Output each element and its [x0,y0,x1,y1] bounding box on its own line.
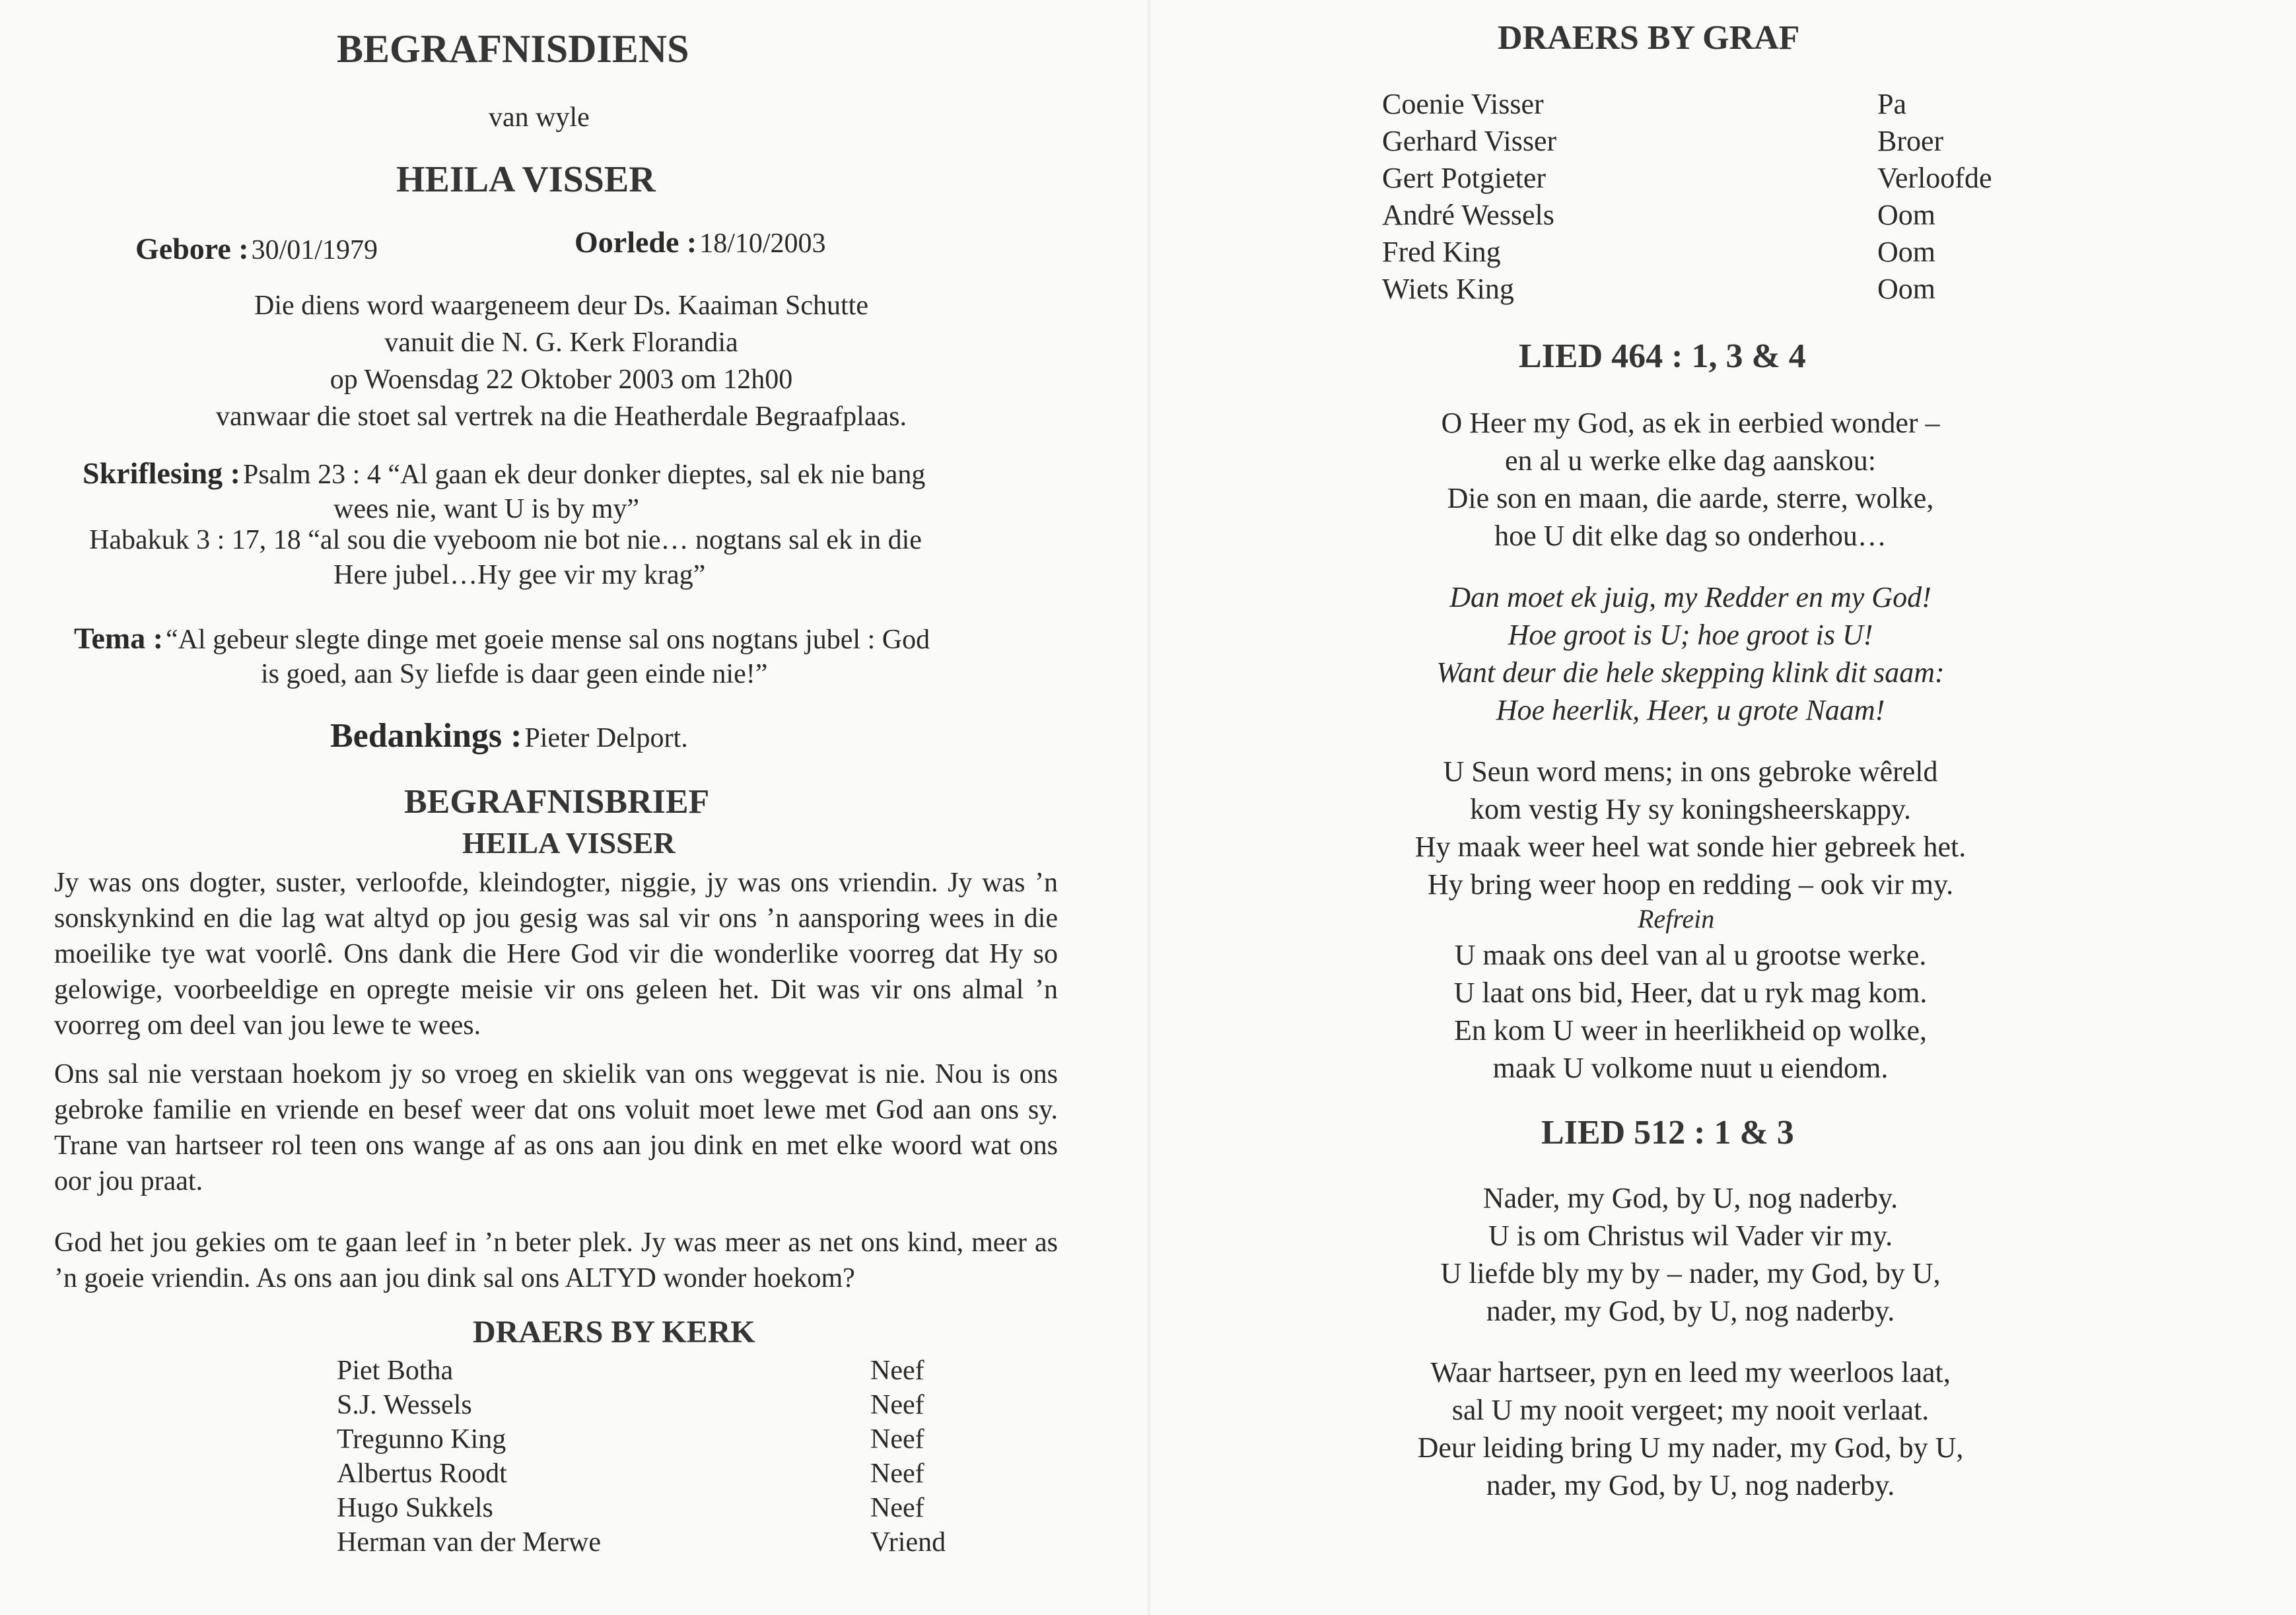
bearer-row [1382,234,2108,271]
bearer-relation: Neef [870,1390,924,1420]
hymn-464-verse-3: U Seun word mens; in ons gebroke wêreld kom vestig Hy sy koningsheerskappy. Hy maak weer heel wat sonde hier gebreek het. Hy bring weer hoop en redding – ook vir my. [1414,755,1966,901]
theme-label: Tema : [74,621,164,655]
letter-title: BEGRAFNISBRIEF [404,783,710,821]
hymn-512-verse-1: Nader, my God, by U, nog naderby. U is om Christus wil Vader vir my. U liefde bly my by – nader, my God, by U, nader, my God, by U, nog naderby. [1440,1182,1941,1327]
bearer-row [337,1491,997,1525]
service-line: vanuit die N. G. Kerk Florandia [384,327,738,358]
died-date: 18/10/2003 [699,228,826,259]
bearer-name: Albertus Roodt [337,1459,507,1489]
letter-paragraph: Ons sal nie verstaan hoekom jy so vroeg en skielik van ons weggevat is nie. Nou is ons gebroke familie en vriende en besef weer dat ons voluit moet lewe met God aan ons sy. Trane van hartseer rol teen ons wange af as ons aan jou dink en met elke woord wat ons oor jou praat. [54,1059,1058,1196]
van-wyle-text: van wyle [489,102,590,133]
bearer-name: Wiets King [1382,273,1514,305]
bearer-row [1382,271,2108,308]
bearer-row [337,1388,997,1422]
bearer-relation: Broer [1877,125,1944,157]
reading-line-2: wees nie, want U is by my” [333,494,640,524]
bearer-row [337,1525,997,1560]
bearer-relation: Neef [870,1459,924,1489]
refrain-label: Refrein [1638,904,1715,934]
bearer-name: Coenie Visser [1382,88,1544,120]
letter-paragraph: God het jou gekies om te gaan leef in ’n beter plek. Jy was meer as net ons kind, meer as ’n goeie vriendin. As ons aan jou dink sal ons ALTYD wonder hoekom? [54,1227,1058,1293]
bearer-relation: Neef [870,1493,924,1523]
hymn-464-verse-4: U maak ons deel van al u grootse werke. U laat ons bid, Heer, dat u ryk mag kom. En kom U weer in heerlikheid op wolke, maak U volkome nuut u eiendom. [1453,939,1928,1084]
hymn-512-title: LIED 512 : 1 & 3 [1541,1114,1794,1151]
deceased-name: HEILA VISSER [396,159,656,200]
born-label: Gebore : [135,232,249,265]
right-page [1228,0,2219,1615]
reading-line-3: Habakuk 3 : 17, 18 “al sou die vyeboom nie bot nie… nogtans sal ek in die [89,525,922,555]
hymn-512-verse-3: Waar hartseer, pyn en leed my weerloos laat, sal U my nooit vergeet; my nooit verlaat. Deur leiding bring U my nader, my God, by U, nader, my God, by U, nog naderby. [1417,1356,1964,1501]
hymn-464-verse-1: O Heer my God, as ek in eerbied wonder – en al u werke elke dag aanskou: Die son en maan, die aarde, sterre, wolke, hoe U dit elke dag so onderhou… [1441,407,1940,552]
thanks-line [330,716,688,757]
bearer-name: Fred King [1382,236,1501,268]
bearer-name: Tregunno King [337,1424,506,1455]
service-line: vanwaar die stoet sal vertrek na die Heatherdale Begraafplaas. [216,401,907,432]
bearer-name: Gerhard Visser [1382,125,1557,157]
bearer-name: André Wessels [1382,199,1554,231]
bearer-name: Gert Potgieter [1382,162,1547,194]
service-title: BEGRAFNISDIENS [337,27,689,71]
bearer-relation: Oom [1877,236,1935,268]
service-line: op Woensdag 22 Oktober 2003 om 12h00 [330,364,793,395]
bearer-row [1382,197,2108,234]
theme-line-2: is goed, aan Sy liefde is daar geen einde nie!” [261,659,768,689]
hymn-464-title: LIED 464 : 1, 3 & 4 [1519,337,1806,375]
letter-paragraph: Jy was ons dogter, suster, verloofde, kleindogter, niggie, jy was ons vriendin. Jy was ’n sonskynkind en die lag wat altyd op jou gesig was sal vir ons ’n aansporing wees in die moeilike tye wat voorlê. Ons dank die Here God vir die wonderlike voorreg dat Hy so gelowige, voorbeeldige en opregte meisie vir ons geleen het. Dit was vir ons almal ’n voorreg om deel van jou lewe te wees. [54,868,1058,1041]
church-bearers-list [337,1354,997,1560]
bearer-name: Hugo Sukkels [337,1493,493,1523]
bearer-name: S.J. Wessels [337,1390,472,1420]
page-fold [1148,0,1150,1615]
grave-bearers-title: DRAERS BY GRAF [1498,19,1800,57]
bearer-row [337,1422,997,1457]
service-line: Die diens word waargeneem deur Ds. Kaaiman Schutte [254,291,868,321]
bearer-relation: Vriend [870,1527,946,1558]
bearer-relation: Pa [1877,88,1906,120]
reading-label: Skriflesing : [83,456,240,490]
born-date: 30/01/1979 [251,235,378,265]
thanks-label: Bedankings : [330,717,522,755]
bearer-row [1382,123,2108,160]
died-line [574,224,826,262]
theme-line-1: Tema : “Al gebeur slegte dinge met goeie mense sal ons nogtans jubel : God [74,621,930,655]
bearer-row [1382,86,2108,123]
bearer-relation: Oom [1877,273,1935,305]
thanks-name: Pieter Delport. [524,723,688,753]
bearer-row [1382,160,2108,197]
bearer-name: Piet Botha [337,1356,454,1386]
left-page [40,0,1070,1615]
bearer-relation: Oom [1877,199,1935,231]
letter-name: HEILA VISSER [462,826,676,860]
service-details [92,287,1030,435]
bearer-row [337,1354,997,1388]
died-label: Oorlede : [574,225,697,259]
hymn-464-chorus: Dan moet ek juig, my Redder en my God! Hoe groot is U; hoe groot is U! Want deur die hele skepping klink dit saam: Hoe heerlik, Heer, u grote Naam! [1436,581,1945,726]
bearer-relation: Neef [870,1356,924,1386]
born-line [135,231,378,269]
church-bearers-title: DRAERS BY KERK [473,1315,755,1350]
grave-bearers-list [1382,86,2108,308]
bearer-row [337,1457,997,1491]
bearer-relation: Neef [870,1424,924,1455]
bearer-relation: Verloofde [1877,162,1992,194]
bearer-name: Herman van der Merwe [337,1527,601,1558]
reading-line-4: Here jubel…Hy gee vir my krag” [333,560,706,590]
reading-line-1: Skriflesing : Psalm 23 : 4 “Al gaan ek deur donker dieptes, sal ek nie bang [83,456,926,490]
